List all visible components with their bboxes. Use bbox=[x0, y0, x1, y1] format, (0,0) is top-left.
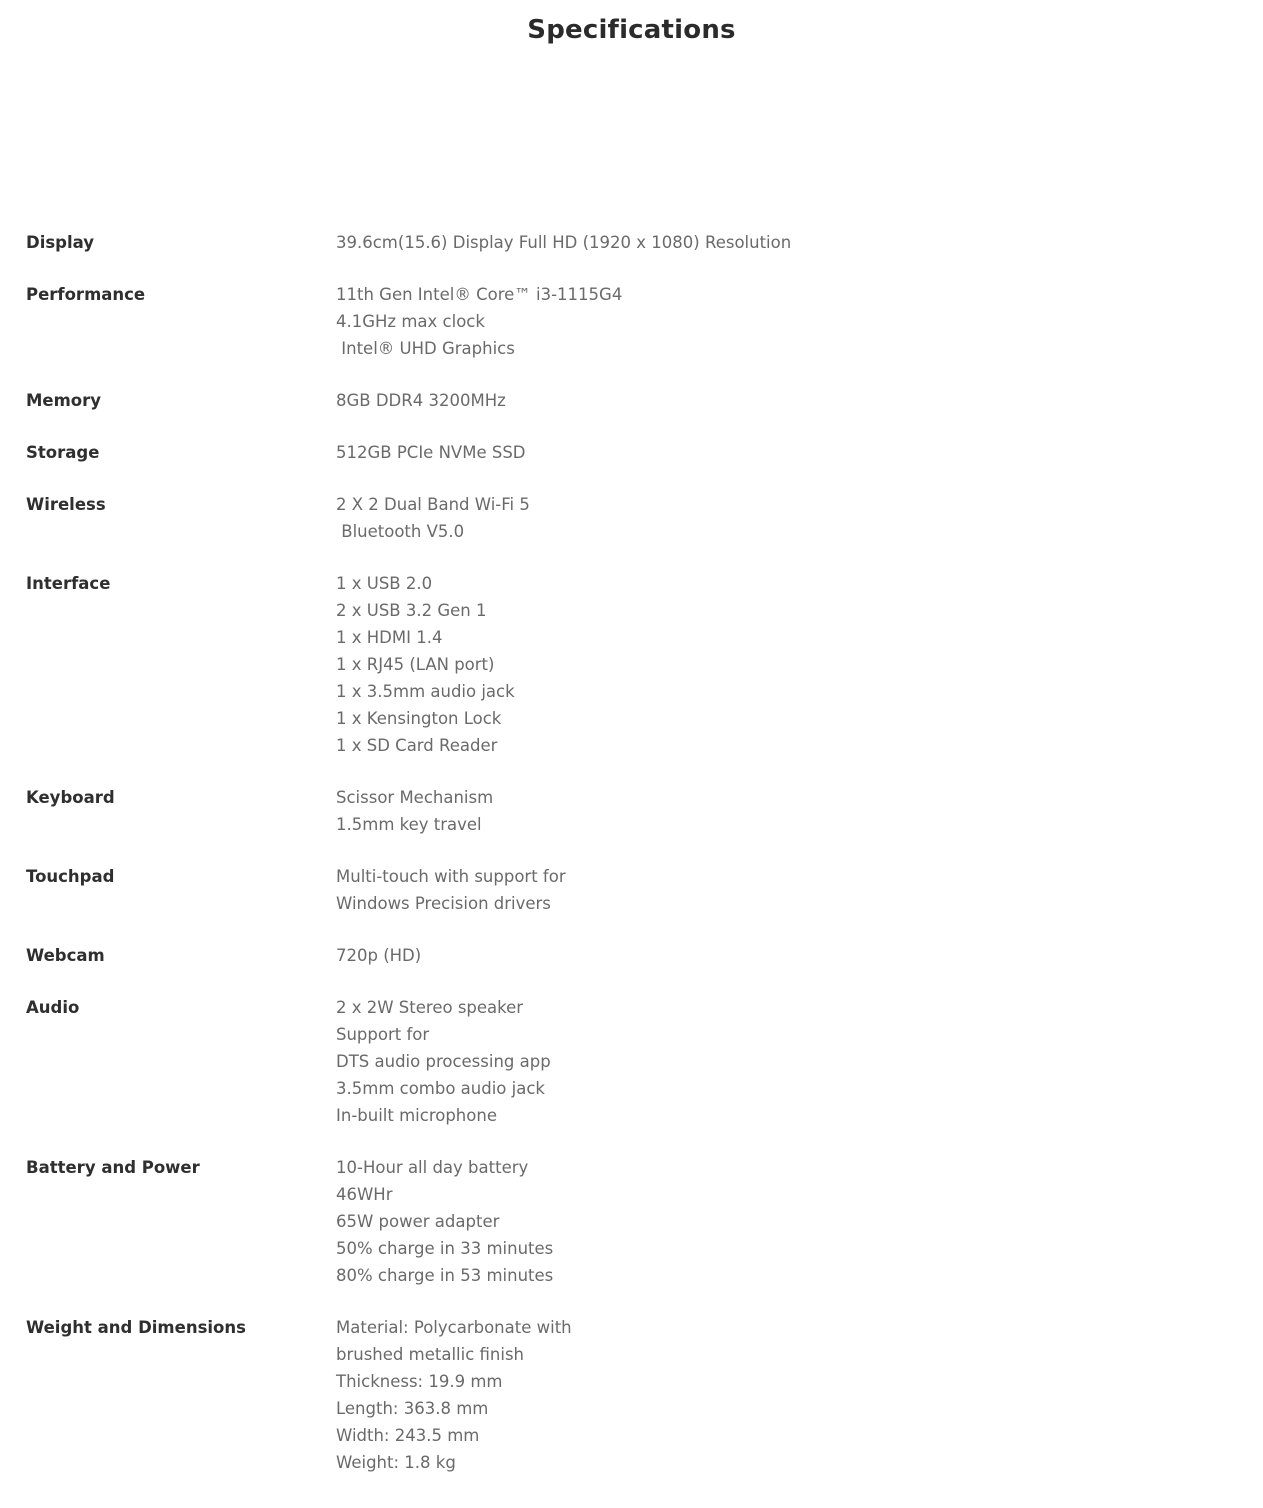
spec-values bbox=[336, 784, 1226, 838]
spec-row-wireless bbox=[26, 491, 1226, 545]
spec-row-keyboard bbox=[26, 784, 1226, 838]
spec-label: Storage bbox=[26, 443, 100, 462]
spec-value: 2 x USB 3.2 Gen 1 bbox=[336, 601, 487, 620]
spec-value: 4.1GHz max clock bbox=[336, 312, 485, 331]
spec-values bbox=[336, 229, 1226, 256]
spec-row-touchpad bbox=[26, 863, 1226, 917]
spec-value: 50% charge in 33 minutes bbox=[336, 1239, 554, 1258]
spec-value: 2 X 2 Dual Band Wi-Fi 5 bbox=[336, 495, 530, 514]
spec-value: 10-Hour all day battery bbox=[336, 1158, 529, 1177]
spec-label: Keyboard bbox=[26, 788, 115, 807]
page-title: Specifications bbox=[527, 15, 736, 45]
spec-row-memory bbox=[26, 387, 1226, 414]
spec-value: 1 x SD Card Reader bbox=[336, 736, 498, 755]
spec-label: Webcam bbox=[26, 946, 105, 965]
spec-value: 1 x Kensington Lock bbox=[336, 709, 502, 728]
spec-row-battery-and-power bbox=[26, 1154, 1226, 1289]
spec-value: Width: 243.5 mm bbox=[336, 1426, 480, 1445]
spec-value: 1 x HDMI 1.4 bbox=[336, 628, 443, 647]
spec-value: 1 x USB 2.0 bbox=[336, 574, 433, 593]
spec-label: Touchpad bbox=[26, 867, 115, 886]
spec-value: 39.6cm(15.6) Display Full HD (1920 x 1080) Resolution bbox=[336, 233, 792, 252]
spec-value: Scissor Mechanism bbox=[336, 788, 494, 807]
spec-label: Weight and Dimensions bbox=[26, 1318, 246, 1337]
spec-values bbox=[336, 439, 1226, 466]
spec-values bbox=[336, 994, 1226, 1129]
spec-label: Display bbox=[26, 233, 95, 252]
spec-values bbox=[336, 387, 1226, 414]
spec-values bbox=[336, 491, 1226, 545]
spec-label: Memory bbox=[26, 391, 102, 410]
spec-value: 512GB PCIe NVMe SSD bbox=[336, 443, 526, 462]
spec-values bbox=[336, 863, 1226, 917]
spec-table bbox=[26, 229, 1226, 1501]
spec-value: Intel® UHD Graphics bbox=[336, 339, 515, 358]
spec-value: Windows Precision drivers bbox=[336, 894, 551, 913]
spec-value: 2 x 2W Stereo speaker bbox=[336, 998, 524, 1017]
spec-value: DTS audio processing app bbox=[336, 1052, 551, 1071]
spec-values bbox=[336, 1314, 1226, 1476]
spec-value: 46WHr bbox=[336, 1185, 393, 1204]
spec-value: 1 x 3.5mm audio jack bbox=[336, 682, 515, 701]
spec-row-storage bbox=[26, 439, 1226, 466]
spec-label: Performance bbox=[26, 285, 146, 304]
spec-label: Interface bbox=[26, 574, 111, 593]
spec-row-display bbox=[26, 229, 1226, 256]
spec-value: 1.5mm key travel bbox=[336, 815, 482, 834]
spec-row-weight-and-dimensions bbox=[26, 1314, 1226, 1476]
spec-values bbox=[336, 1154, 1226, 1289]
spec-value: 8GB DDR4 3200MHz bbox=[336, 391, 506, 410]
spec-value: brushed metallic finish bbox=[336, 1345, 525, 1364]
spec-value: Material: Polycarbonate with bbox=[336, 1318, 572, 1337]
spec-row-interface bbox=[26, 570, 1226, 759]
spec-value: Bluetooth V5.0 bbox=[336, 522, 465, 541]
spec-value: 11th Gen Intel® Core™ i3-1115G4 bbox=[336, 285, 623, 304]
spec-row-audio bbox=[26, 994, 1226, 1129]
spec-label: Audio bbox=[26, 998, 80, 1017]
spec-label: Battery and Power bbox=[26, 1158, 200, 1177]
spec-value: 3.5mm combo audio jack bbox=[336, 1079, 545, 1098]
spec-value: 80% charge in 53 minutes bbox=[336, 1266, 554, 1285]
spec-row-webcam bbox=[26, 942, 1226, 969]
spec-value: 720p (HD) bbox=[336, 946, 422, 965]
spec-value: Support for bbox=[336, 1025, 430, 1044]
spec-value: Weight: 1.8 kg bbox=[336, 1453, 456, 1472]
spec-values bbox=[336, 942, 1226, 969]
spec-values bbox=[336, 281, 1226, 362]
spec-value: In-built microphone bbox=[336, 1106, 497, 1125]
spec-value: 1 x RJ45 (LAN port) bbox=[336, 655, 495, 674]
spec-values bbox=[336, 570, 1226, 759]
spec-row-performance bbox=[26, 281, 1226, 362]
spec-value: Length: 363.8 mm bbox=[336, 1399, 489, 1418]
spec-value: 65W power adapter bbox=[336, 1212, 500, 1231]
spec-label: Wireless bbox=[26, 495, 106, 514]
spec-value: Multi-touch with support for bbox=[336, 867, 566, 886]
spec-value: Thickness: 19.9 mm bbox=[336, 1372, 503, 1391]
